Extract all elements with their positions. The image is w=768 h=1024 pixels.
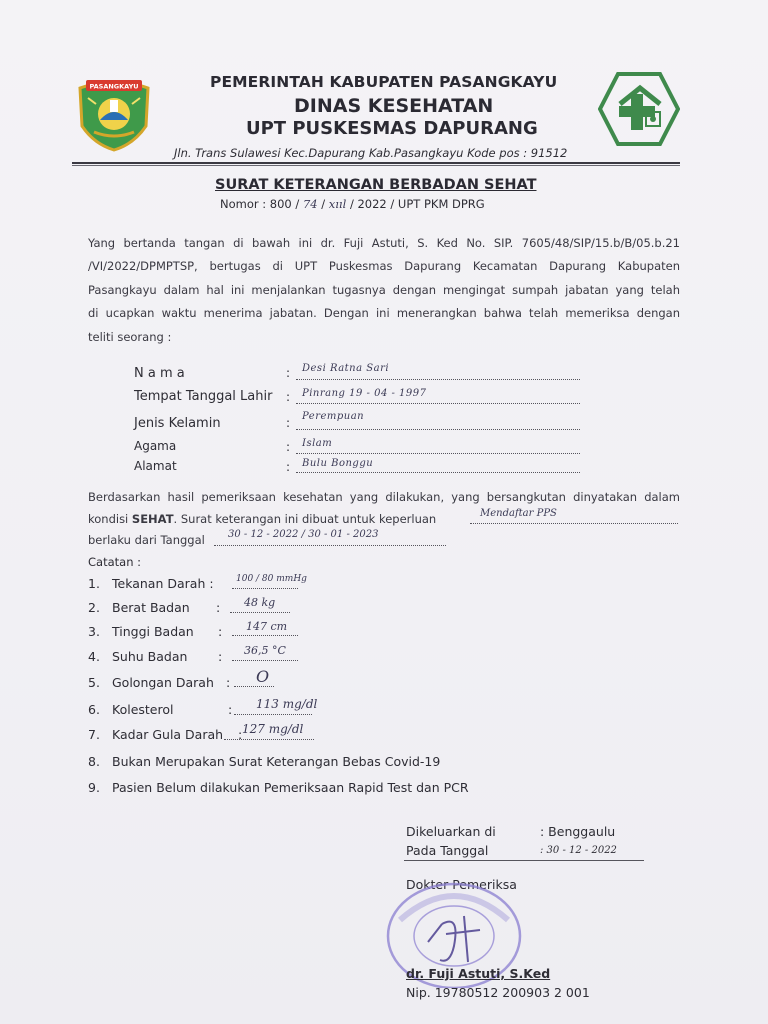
- note-value: 100 / 80 mmHg: [236, 574, 307, 584]
- intro-line: /VI/2022/DPMPTSP, bertugas di UPT Puskesmas Dapurang Kecamatan Dapurang Kabupaten: [88, 259, 680, 273]
- note-value: 48 kg: [244, 596, 276, 609]
- number-handwritten-1: 74: [302, 197, 318, 211]
- signature-divider: [404, 860, 644, 861]
- issued-at-value: : Benggaulu: [540, 824, 616, 839]
- signer-role: Dokter Pemeriksa: [406, 877, 517, 892]
- svg-text:PASANGKAYU: PASANGKAYU: [89, 82, 139, 91]
- result-line: kondisi SEHAT. Surat keterangan ini dibuat untuk keperluan: [88, 512, 437, 526]
- result-line: Berdasarkan hasil pemeriksaan kesehatan yang dilakukan, yang bersangkutan dinyatakan dalam: [88, 490, 680, 504]
- note-item: 7. Kadar Gula Darah :: [88, 727, 243, 742]
- field-label: Alamat: [134, 459, 177, 473]
- purpose-value: Mendaftar PPS: [480, 508, 557, 519]
- issued-date-value: : 30 - 12 - 2022: [540, 845, 617, 856]
- note-item: 8. Bukan Merupakan Surat Keterangan Bebas Covid-19: [88, 754, 441, 769]
- signer-name: dr. Fuji Astuti, S.Ked: [406, 966, 551, 981]
- field-value: Desi Ratna Sari: [302, 363, 390, 374]
- header-divider-thin: [72, 165, 680, 166]
- header-department: DINAS KESEHATAN: [294, 95, 494, 117]
- field-label: Jenis Kelamin: [134, 416, 221, 431]
- note-value: 147 cm: [246, 620, 288, 633]
- note-value: O: [256, 667, 270, 686]
- note-item: 6. Kolesterol :: [88, 702, 233, 717]
- field-label: Tempat Tanggal Lahir: [134, 389, 273, 404]
- pasangkayu-crest-logo: [74, 74, 154, 152]
- issued-date-label: Pada Tanggal: [406, 843, 489, 858]
- signer-nip: Nip. 19780512 200903 2 001: [406, 985, 590, 1000]
- issued-at-label: Dikeluarkan di: [406, 824, 496, 839]
- note-value: 36,5 °C: [244, 644, 286, 657]
- validity-label: berlaku dari Tanggal: [88, 533, 205, 547]
- number-handwritten-2: xııl: [328, 197, 347, 211]
- notes-heading: Catatan :: [88, 555, 142, 569]
- document-page: PASANGKAYU PEMERINTAH KABUPATEN PASANGKAYU DINAS KESEHATAN UPT PUSKESMAS DAPURANG Jln. Trans Sulawesi Kec.Dapurang Kab.Pasangkayu Kode pos : 91512 SURAT KETERANGAN BERBADAN SEHAT Nomor : 800 / 74 / xııl / 2022 / UPT PKM DPRG Yang bertanda tangan di bawah ini dr. Fuji Astuti, S. Ked No. SIP. 7605/48/SIP/15.b/B/05.b.21 /VI/2022/DPMPTSP, bertugas di UPT Puskesmas Dapurang Kecamatan Dapurang Kabupaten Pasangkayu dalam hal ini menjalankan tugasnya dengan mengingat sumpah jabatan yang telah di ucapkan waktu menerima jabatan. Dengan ini menerangkan bahwa telah memeriksa dengan teliti seorang : N a m a : Desi Ratna Sari Tempat Tanggal Lahir : Pinrang 19 - 04 - 1997 Jenis Kelamin : Perempuan Agama : Islam Alamat : Bulu Bonggu Berdasarkan hasil pemeriksaan kesehatan yang dilakukan, yang bersangkutan dinyatakan dalam kondisi SEHAT. Surat keterangan ini dibuat untuk keperluan Mendaftar PPS berlaku dari Tanggal 30 - 12 - 2022 / 30 - 01 - 2023 Catatan : 1. Tekanan Darah : 100 / 80 mmHg 2. Berat Badan : 48 kg 3. Tinggi Badan : 147 cm 4. Suhu Badan : 36,5 °C 5. Golongan Darah : O 6. Kolesterol : 113 mg/dl 7. Kadar Gula Darah : 127 mg/dl 8. Bukan Merupakan Surat Keterangan Bebas Covid-19 9. Pasien Belum dilakukan Pemeriksaan Rapid Test dan PCR Dikeluarkan di : Benggaulu Pada Tanggal : 30 - 12 - 2022 Dokter Pemeriksa dr. Fuji Astuti, S.Ked Nip. 19780512 200903 2 001: [0, 0, 768, 1024]
- header-divider: [72, 162, 680, 164]
- intro-line: Pasangkayu dalam hal ini menjalankan tugasnya dengan mengingat sumpah jabatan yang telah: [88, 283, 680, 297]
- field-value: Islam: [302, 438, 333, 449]
- field-value: Bulu Bonggu: [302, 458, 374, 469]
- intro-line: di ucapkan waktu menerima jabatan. Dengan ini menerangkan bahwa telah memeriksa dengan: [88, 306, 680, 320]
- note-item: 5. Golongan Darah :: [88, 675, 231, 690]
- field-label: N a m a: [134, 366, 185, 381]
- field-value: Pinrang 19 - 04 - 1997: [302, 388, 427, 399]
- field-value: Perempuan: [302, 411, 365, 422]
- document-number: Nomor : 800 / 74 / xııl / 2022 / UPT PKM DPRG: [220, 197, 485, 211]
- intro-line: Yang bertanda tangan di bawah ini dr. Fuji Astuti, S. Ked No. SIP. 7605/48/SIP/15.b/B/05.b.21: [88, 236, 680, 250]
- header-government: PEMERINTAH KABUPATEN PASANGKAYU: [210, 73, 558, 91]
- status-sehat: SEHAT: [131, 512, 174, 526]
- intro-line: teliti seorang :: [88, 330, 172, 344]
- note-item: 3. Tinggi Badan :: [88, 624, 223, 639]
- puskesmas-logo: [598, 72, 680, 146]
- note-value: 127 mg/dl: [242, 722, 304, 736]
- header-puskesmas: UPT PUSKESMAS DAPURANG: [246, 118, 538, 139]
- note-value: 113 mg/dl: [256, 697, 318, 711]
- note-item: 1. Tekanan Darah :: [88, 576, 214, 591]
- document-title: SURAT KETERANGAN BERBADAN SEHAT: [215, 177, 537, 193]
- note-item: 2. Berat Badan :: [88, 600, 221, 615]
- header-address: Jln. Trans Sulawesi Kec.Dapurang Kab.Pasangkayu Kode pos : 91512: [174, 146, 568, 160]
- note-item: 9. Pasien Belum dilakukan Pemeriksaan Rapid Test dan PCR: [88, 780, 469, 795]
- note-item: 4. Suhu Badan :: [88, 649, 223, 664]
- field-label: Agama: [134, 439, 177, 453]
- validity-value: 30 - 12 - 2022 / 30 - 01 - 2023: [228, 529, 379, 540]
